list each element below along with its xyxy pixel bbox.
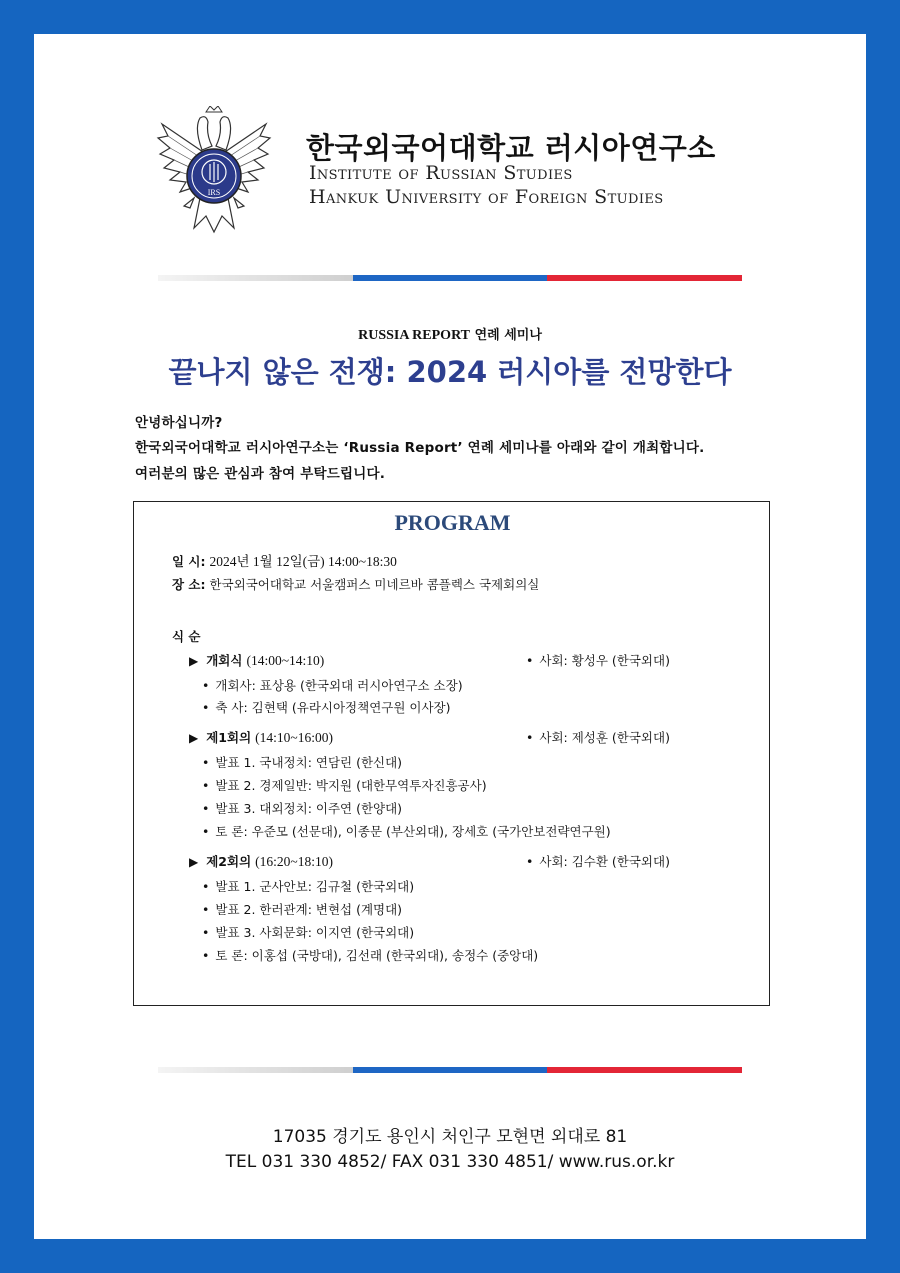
footer-contact: TEL 031 330 4852/ FAX 031 330 4851/ www.rus.or.kr (225, 1152, 675, 1172)
program-box (133, 501, 770, 1006)
place-value: 한국외국어대학교 서울캠퍼스 미네르바 콤플렉스 국제회의실 (209, 577, 540, 592)
session-name: 제1회의 (206, 730, 252, 745)
series-label (34, 324, 866, 344)
series-label-en: RUSSIA REPORT (358, 328, 471, 343)
session-item: • 토 론: 이홍섭 (국방대), 김선래 (한국외대), 송정수 (중앙대) (202, 946, 538, 964)
session-time: (14:00~14:10) (246, 653, 325, 668)
double-eagle-emblem-icon (154, 106, 274, 234)
triangle-bullet-icon: ▶ (189, 731, 199, 745)
date-label: 일 시: (172, 554, 206, 569)
session-header (189, 728, 333, 746)
tricolor-divider-top (158, 275, 742, 281)
session-time: (16:20~18:10) (255, 854, 333, 869)
date-row (172, 550, 397, 570)
session-item: • 발표 1. 군사안보: 김규철 (한국외대) (202, 877, 414, 895)
place-label: 장 소: (172, 577, 206, 592)
series-label-ko: 연례 세미나 (474, 328, 542, 343)
institute-name-korean: 한국외국어대학교 러시아연구소 (306, 131, 716, 165)
session-header (189, 852, 333, 870)
session-header (189, 651, 324, 669)
session-name: 개회식 (206, 653, 243, 668)
triangle-bullet-icon: ▶ (189, 654, 199, 668)
greeting-line-3: 여러분의 많은 관심과 참여 부탁드립니다. (135, 466, 386, 482)
session-item: • 토 론: 우준모 (선문대), 이종문 (부산외대), 장세호 (국가안보전략연구원) (202, 822, 611, 840)
session-chair: • 사회: 제성훈 (한국외대) (526, 728, 670, 746)
program-title: PROGRAM (394, 510, 511, 535)
session-item: • 발표 1. 국내정치: 연담린 (한신대) (202, 753, 402, 771)
session-time: (14:10~16:00) (255, 730, 333, 745)
date-value: 2024년 1월 12일(금) 14:00~18:30 (209, 554, 397, 569)
session-item: • 발표 3. 사회문화: 이지연 (한국외대) (202, 923, 414, 941)
order-heading: 식 순 (172, 629, 201, 644)
session-item: • 개회사: 표상용 (한국외대 러시아연구소 소장) (202, 676, 463, 694)
footer-address: 17035 경기도 용인시 처인구 모현면 외대로 81 (272, 1127, 628, 1147)
session-chair: • 사회: 김수환 (한국외대) (526, 852, 670, 870)
greeting-line-2: 한국외국어대학교 러시아연구소는 ‘Russia Report’ 연례 세미나를 아래와 같이 개최합니다. (135, 440, 705, 456)
session-chair: • 사회: 황성우 (한국외대) (526, 651, 670, 669)
emblem-text: IRS (207, 188, 221, 197)
institute-name-english: Institute of Russian Studies (309, 162, 573, 184)
session-item: • 발표 2. 경제일반: 박지원 (대한무역투자진흥공사) (202, 776, 487, 794)
session-item: • 발표 3. 대외정치: 이주연 (한양대) (202, 799, 402, 817)
place-row (172, 575, 539, 593)
session-item: • 발표 2. 한러관계: 변현섭 (계명대) (202, 900, 402, 918)
tricolor-divider-bottom (158, 1067, 742, 1073)
greeting-line-1: 안녕하십니까? (135, 415, 223, 431)
session-item: • 축 사: 김현택 (유라시아정책연구원 이사장) (202, 698, 451, 716)
university-name-english: Hankuk University of Foreign Studies (309, 186, 664, 208)
seminar-title: 끝나지 않은 전쟁: 2024 러시아를 전망한다 (168, 355, 732, 389)
triangle-bullet-icon: ▶ (189, 855, 199, 869)
session-name: 제2회의 (206, 854, 252, 869)
document-page (34, 34, 866, 1239)
